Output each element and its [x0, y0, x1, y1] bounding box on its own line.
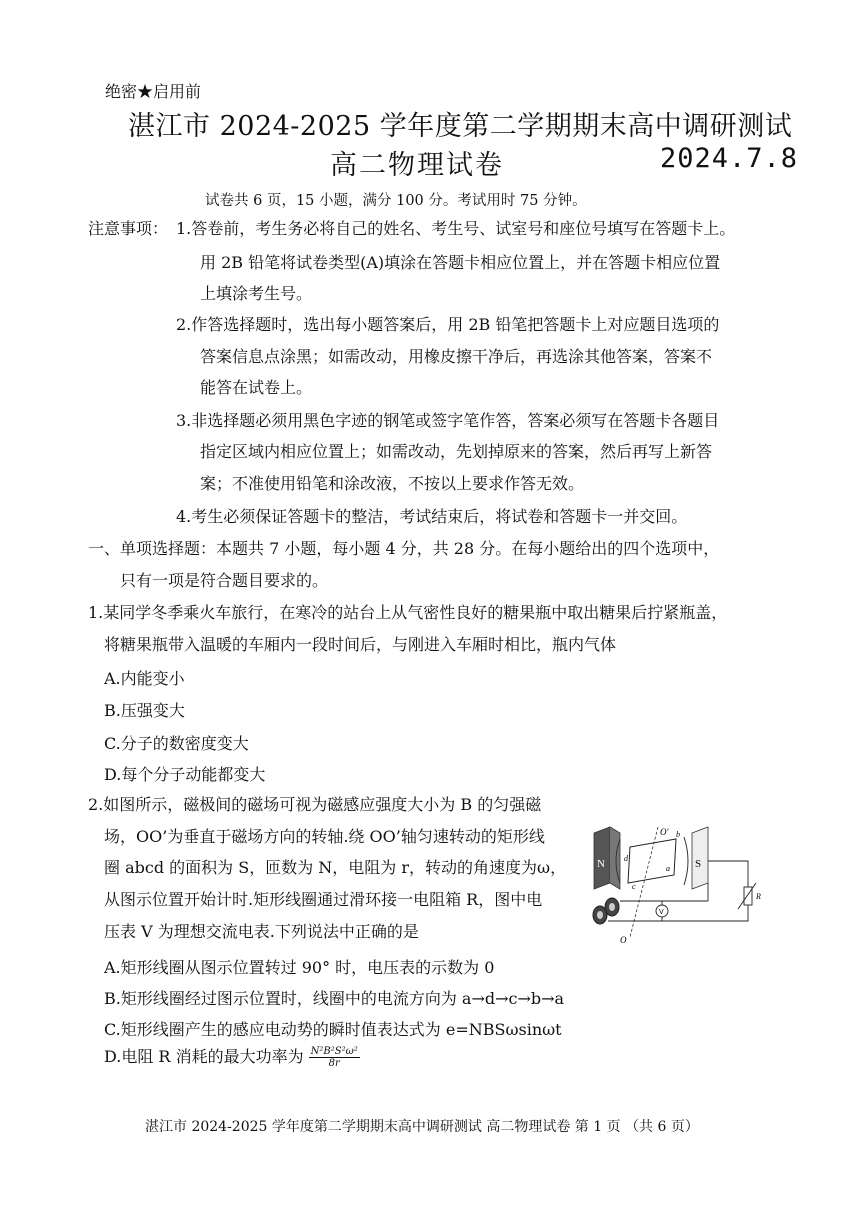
- q1-stem-line-1: 1.某同学冬季乘火车旅行，在寒冷的站台上从气密性良好的糖果瓶中取出糖果后拧紧瓶盖，: [88, 603, 728, 622]
- section-heading-line-1: 一、单项选择题：本题共 7 小题，每小题 4 分，共 28 分。在每小题给出的四个选项中，: [88, 539, 720, 558]
- label-b: b: [676, 830, 680, 839]
- q2-stem-line-1: 2.如图所示，磁极间的磁场可视为磁感应强度大小为 B 的匀强磁: [88, 795, 542, 814]
- q1-option-d: D.每个分子动能都变大: [104, 765, 266, 784]
- label-o-prime: O': [660, 827, 669, 837]
- secret-label: 绝密★启用前: [105, 82, 202, 101]
- note-2-line-3: 能答在试卷上。: [200, 378, 313, 397]
- note-1-line-2: 用 2B 铅笔将试卷类型(A)填涂在答题卡相应位置上，并在答题卡相应位置: [200, 253, 721, 272]
- q2-option-c: C.矩形线圈产生的感应电动势的瞬时值表达式为 e=NBSωsinωt: [104, 1020, 562, 1039]
- label-s: S: [695, 858, 702, 870]
- label-o: O: [620, 935, 627, 945]
- q2-option-d: [104, 1044, 360, 1069]
- q2-stem-line-4: 从图示位置开始计时.矩形线圈通过滑环接一电阻箱 R，图中电: [104, 890, 543, 909]
- note-1-line-1: 1.答卷前，考生务必将自己的姓名、考生号、试室号和座位号填写在答题卡上。: [176, 219, 736, 238]
- generator-diagram: [588, 825, 766, 945]
- label-r: R: [756, 892, 761, 901]
- page-footer: 湛江市 2024-2025 学年度第二学期期末高中调研测试 高二物理试卷 第 1 页 （共 6 页）: [145, 1119, 699, 1135]
- power-denominator: 8r: [328, 1058, 340, 1069]
- q1-stem-line-2: 将糖果瓶带入温暖的车厢内一段时间后，与刚进入车厢时相比，瓶内气体: [104, 635, 617, 654]
- q2-stem-line-5: 压表 V 为理想交流电表.下列说法中正确的是: [104, 922, 419, 941]
- label-a: a: [666, 864, 670, 873]
- notes-label: 注意事项：: [88, 219, 169, 238]
- power-numerator: N²B²S²ω²: [310, 1046, 358, 1057]
- label-v: V: [659, 909, 664, 916]
- q2-stem-line-2: 场，OO’为垂直于磁场方向的转轴.绕 OO’轴匀速转动的矩形线: [104, 827, 545, 846]
- note-2-line-1: 2.作答选择题时，选出每小题答案后，用 2B 铅笔把答题卡上对应题目选项的: [176, 315, 720, 334]
- note-3-line-3: 案；不准使用铅笔和涂改液，不按以上要求作答无效。: [200, 474, 585, 493]
- q2-stem-line-3: 圈 abcd 的面积为 S，匝数为 N，电阻为 r，转动的角速度为ω，: [104, 858, 567, 877]
- note-4: 4.考生必须保证答题卡的整洁，考试结束后，将试卷和答题卡一并交回。: [176, 507, 688, 526]
- q1-option-b: B.压强变大: [104, 701, 185, 720]
- exam-info: 试卷共 6 页，15 小题，满分 100 分。考试用时 75 分钟。: [205, 193, 587, 209]
- power-fraction: [309, 1046, 360, 1069]
- exam-subtitle: 高二物理试卷: [330, 150, 504, 181]
- section-heading-line-2: 只有一项是符合题目要求的。: [120, 571, 329, 590]
- exam-date: 2024.7.8: [660, 143, 799, 174]
- label-d: d: [624, 854, 628, 863]
- label-c: c: [632, 882, 636, 891]
- note-2-line-2: 答案信息点涂黑；如需改动，用橡皮擦干净后，再选涂其他答案，答案不: [200, 347, 713, 366]
- q1-option-a: A.内能变小: [104, 669, 185, 688]
- note-1-line-3: 上填涂考生号。: [200, 284, 313, 303]
- q2-option-a: A.矩形线圈从图示位置转过 90° 时，电压表的示数为 0: [104, 958, 495, 977]
- note-3-line-2: 指定区域内相应位置上；如需改动，先划掉原来的答案，然后再写上新答: [200, 442, 713, 461]
- q1-option-c: C.分子的数密度变大: [104, 734, 249, 753]
- label-n: N: [597, 858, 605, 870]
- exam-title: 湛江市 2024-2025 学年度第二学期期末高中调研测试: [128, 111, 793, 142]
- q2-option-d-text: D.电阻 R 消耗的最大功率为: [104, 1047, 304, 1066]
- note-3-line-1: 3.非选择题必须用黑色字迹的钢笔或签字笔作答，答案必须写在答题卡各题目: [176, 411, 720, 430]
- q2-option-b: B.矩形线圈经过图示位置时，线圈中的电流方向为 a→d→c→b→a: [104, 989, 565, 1008]
